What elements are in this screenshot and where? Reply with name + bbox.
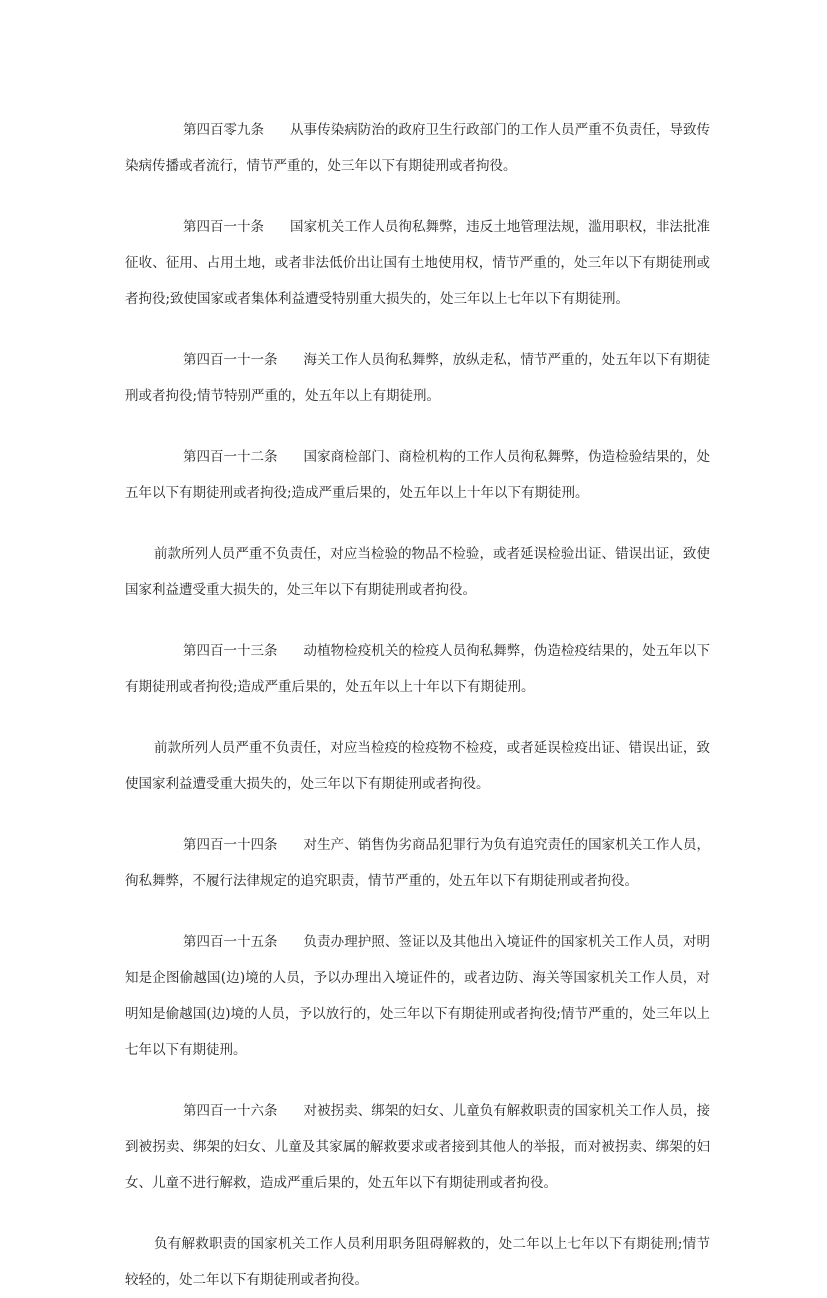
paragraph-article-412 [125, 439, 710, 511]
paragraph-article-411 [125, 342, 710, 414]
paragraph-article-415 [125, 924, 710, 1068]
article-text: 前款所列人员严重不负责任，对应当检疫的检疫物不检疫，或者延误检疫出证、错误出证，致使国家利益遭受重大损失的，处三年以下有期徒刑或者拘役。 [125, 740, 710, 792]
article-text: 对被拐卖、绑架的妇女、儿童负有解救职责的国家机关工作人员，接到被拐卖、绑架的妇女、儿童及其家属的解救要求或者接到其他人的举报，而对被拐卖、绑架的妇女、儿童不进行解救，造成严重后果的，处五年以下有期徒刑或者拘役。 [125, 1103, 710, 1191]
article-text: 国家机关工作人员徇私舞弊，违反土地管理法规，滥用职权，非法批准征收、征用、占用土地，或者非法低价出让国有土地使用权，情节严重的，处三年以下有期徒刑或者拘役;致使国家或者集体利益遭受特别重大损失的，处三年以上七年以下有期徒刑。 [125, 219, 710, 307]
article-number: 第四百一十六条 [183, 1103, 278, 1119]
paragraph-article-416 [125, 1093, 710, 1201]
paragraph-article-413 [125, 633, 710, 705]
article-text: 对生产、销售伪劣商品犯罪行为负有追究责任的国家机关工作人员，徇私舞弊，不履行法律规定的追究职责，情节严重的，处五年以下有期徒刑或者拘役。 [125, 837, 710, 889]
paragraph-article-409 [125, 112, 710, 184]
article-number: 第四百一十五条 [183, 934, 278, 950]
article-number: 第四百一十一条 [183, 352, 278, 368]
paragraph-article-416-clause-2 [125, 1226, 710, 1298]
article-text: 负责办理护照、签证以及其他出入境证件的国家机关工作人员，对明知是企图偷越国(边)境的人员，予以办理出入境证件的，或者边防、海关等国家机关工作人员，对明知是偷越国(边)境的人员，予以放行的，处三年以下有期徒刑或者拘役;情节严重的，处三年以上七年以下有期徒刑。 [125, 934, 710, 1058]
paragraph-article-414 [125, 827, 710, 899]
article-text: 从事传染病防治的政府卫生行政部门的工作人员严重不负责任，导致传染病传播或者流行，情节严重的，处三年以下有期徒刑或者拘役。 [125, 122, 710, 174]
article-text: 前款所列人员严重不负责任，对应当检验的物品不检验，或者延误检验出证、错误出证，致使国家利益遭受重大损失的，处三年以下有期徒刑或者拘役。 [125, 546, 710, 598]
paragraph-article-410 [125, 209, 710, 317]
article-number: 第四百一十四条 [183, 837, 278, 853]
article-text: 负有解救职责的国家机关工作人员利用职务阻碍解救的，处二年以上七年以下有期徒刑;情节较轻的，处二年以下有期徒刑或者拘役。 [125, 1236, 710, 1288]
article-number: 第四百零九条 [183, 122, 264, 138]
article-number: 第四百一十三条 [183, 643, 278, 659]
article-text: 海关工作人员徇私舞弊，放纵走私，情节严重的，处五年以下有期徒刑或者拘役;情节特别严重的，处五年以上有期徒刑。 [125, 352, 710, 404]
article-text: 动植物检疫机关的检疫人员徇私舞弊，伪造检疫结果的，处五年以下有期徒刑或者拘役;造成严重后果的，处五年以上十年以下有期徒刑。 [125, 643, 710, 695]
article-number: 第四百一十条 [183, 219, 264, 235]
paragraph-article-413-clause-2 [125, 730, 710, 802]
paragraph-article-412-clause-2 [125, 536, 710, 608]
article-number: 第四百一十二条 [183, 449, 278, 465]
article-text: 国家商检部门、商检机构的工作人员徇私舞弊，伪造检验结果的，处五年以下有期徒刑或者拘役;造成严重后果的，处五年以上十年以下有期徒刑。 [125, 449, 710, 501]
